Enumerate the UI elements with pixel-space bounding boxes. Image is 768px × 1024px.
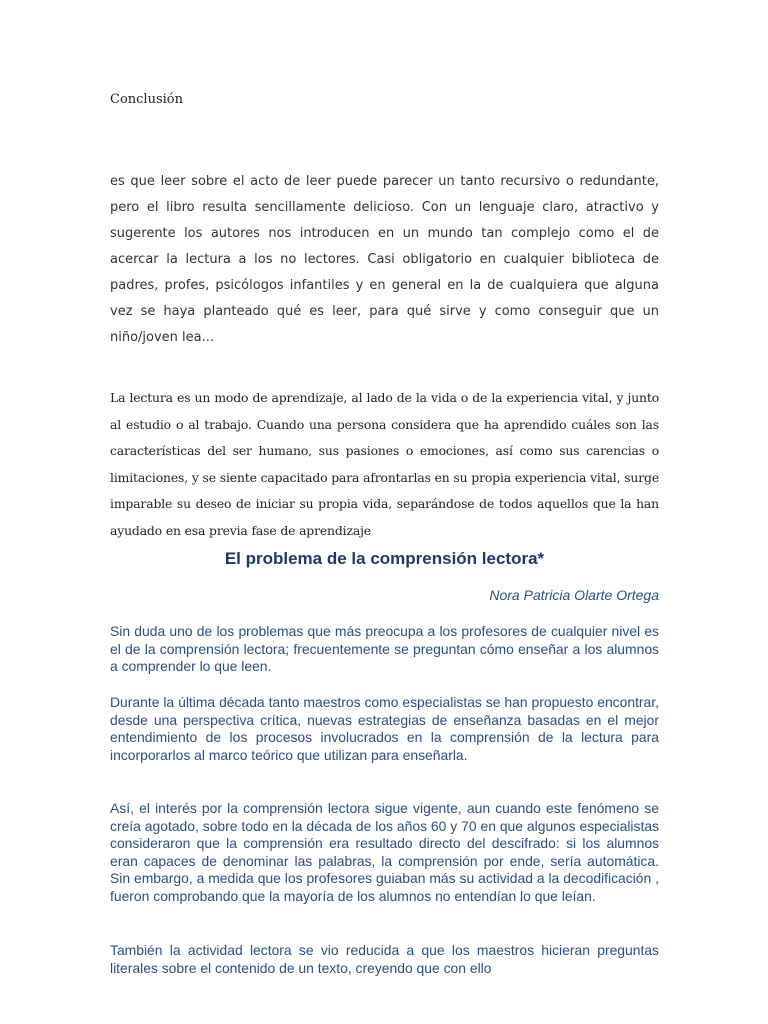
article-paragraph-1: Sin duda uno de los problemas que más preocupa a los profesores de cualquier nivel es el de la comprensión lectora; frecuentemente se preguntan cómo enseñar a los alumnos a comprender lo que leen. [110,623,659,675]
article-author: Nora Patricia Olarte Ortega [489,587,659,603]
conclusion-heading: Conclusión [110,92,183,107]
article-paragraph-4: También la actividad lectora se vio reducida a que los maestros hicieran preguntas literales sobre el contenido de un texto, creyendo que con ello [110,942,702,976]
review-paragraph: es que leer sobre el acto de leer puede parecer un tanto recursivo o redundante, pero el libro resulta sencillamente delicioso. Con un lenguaje claro, atractivo y sugerente los autores nos introducen en un mundo tan complejo como el de acercar la lectura a los no lectores. Casi obligatorio en cualquier biblioteca de padres, profes, psicólogos infantiles y en general en la de cualquiera que alguna vez se haya planteado qué es leer, para qué sirve y como conseguir que un niño/joven lea... [110,174,659,345]
article-paragraph-3: Así, el interés por la comprensión lectora sigue vigente, aun cuando este fenómeno se creía agotado, sobre todo en la década de los años 60 y 70 en que algunos especialistas consideraron que la comprensión era resultado directo del descifrado: si los alumnos eran capaces de denominar las palabras, la comprensión por ende, sería automática. Sin embargo, a medida que los profesores guiaban más su actividad a la decodificación , fueron comprobando que la mayoría de los alumnos no entendían lo que leían. [110,800,659,904]
reading-paragraph: La lectura es un modo de aprendizaje, al lado de la vida o de la experiencia vital, y junto al estudio o al trabajo. Cuando una persona considera que ha aprendido cuáles son las características del ser humano, sus pasiones o emociones, así como sus carencias o limitaciones, y se siente capacitado para afrontarlas en su propia experiencia vital, surge imparable su deseo de iniciar su propia vida, separándose de todos aquellos que la han ayudado en esa previa fase de aprendizaje [110,390,659,538]
article-title: El problema de la comprensión lectora* [224,549,545,568]
article-paragraph-2: Durante la última década tanto maestros como especialistas se han propuesto encontrar, desde una perspectiva crítica, nuevas estrategias de enseñanza basadas en el mejor entendimiento de los procesos involucrados en la comprensión de la lectura para incorporarlos al marco teórico que utilizan para enseñarla. [110,694,659,763]
